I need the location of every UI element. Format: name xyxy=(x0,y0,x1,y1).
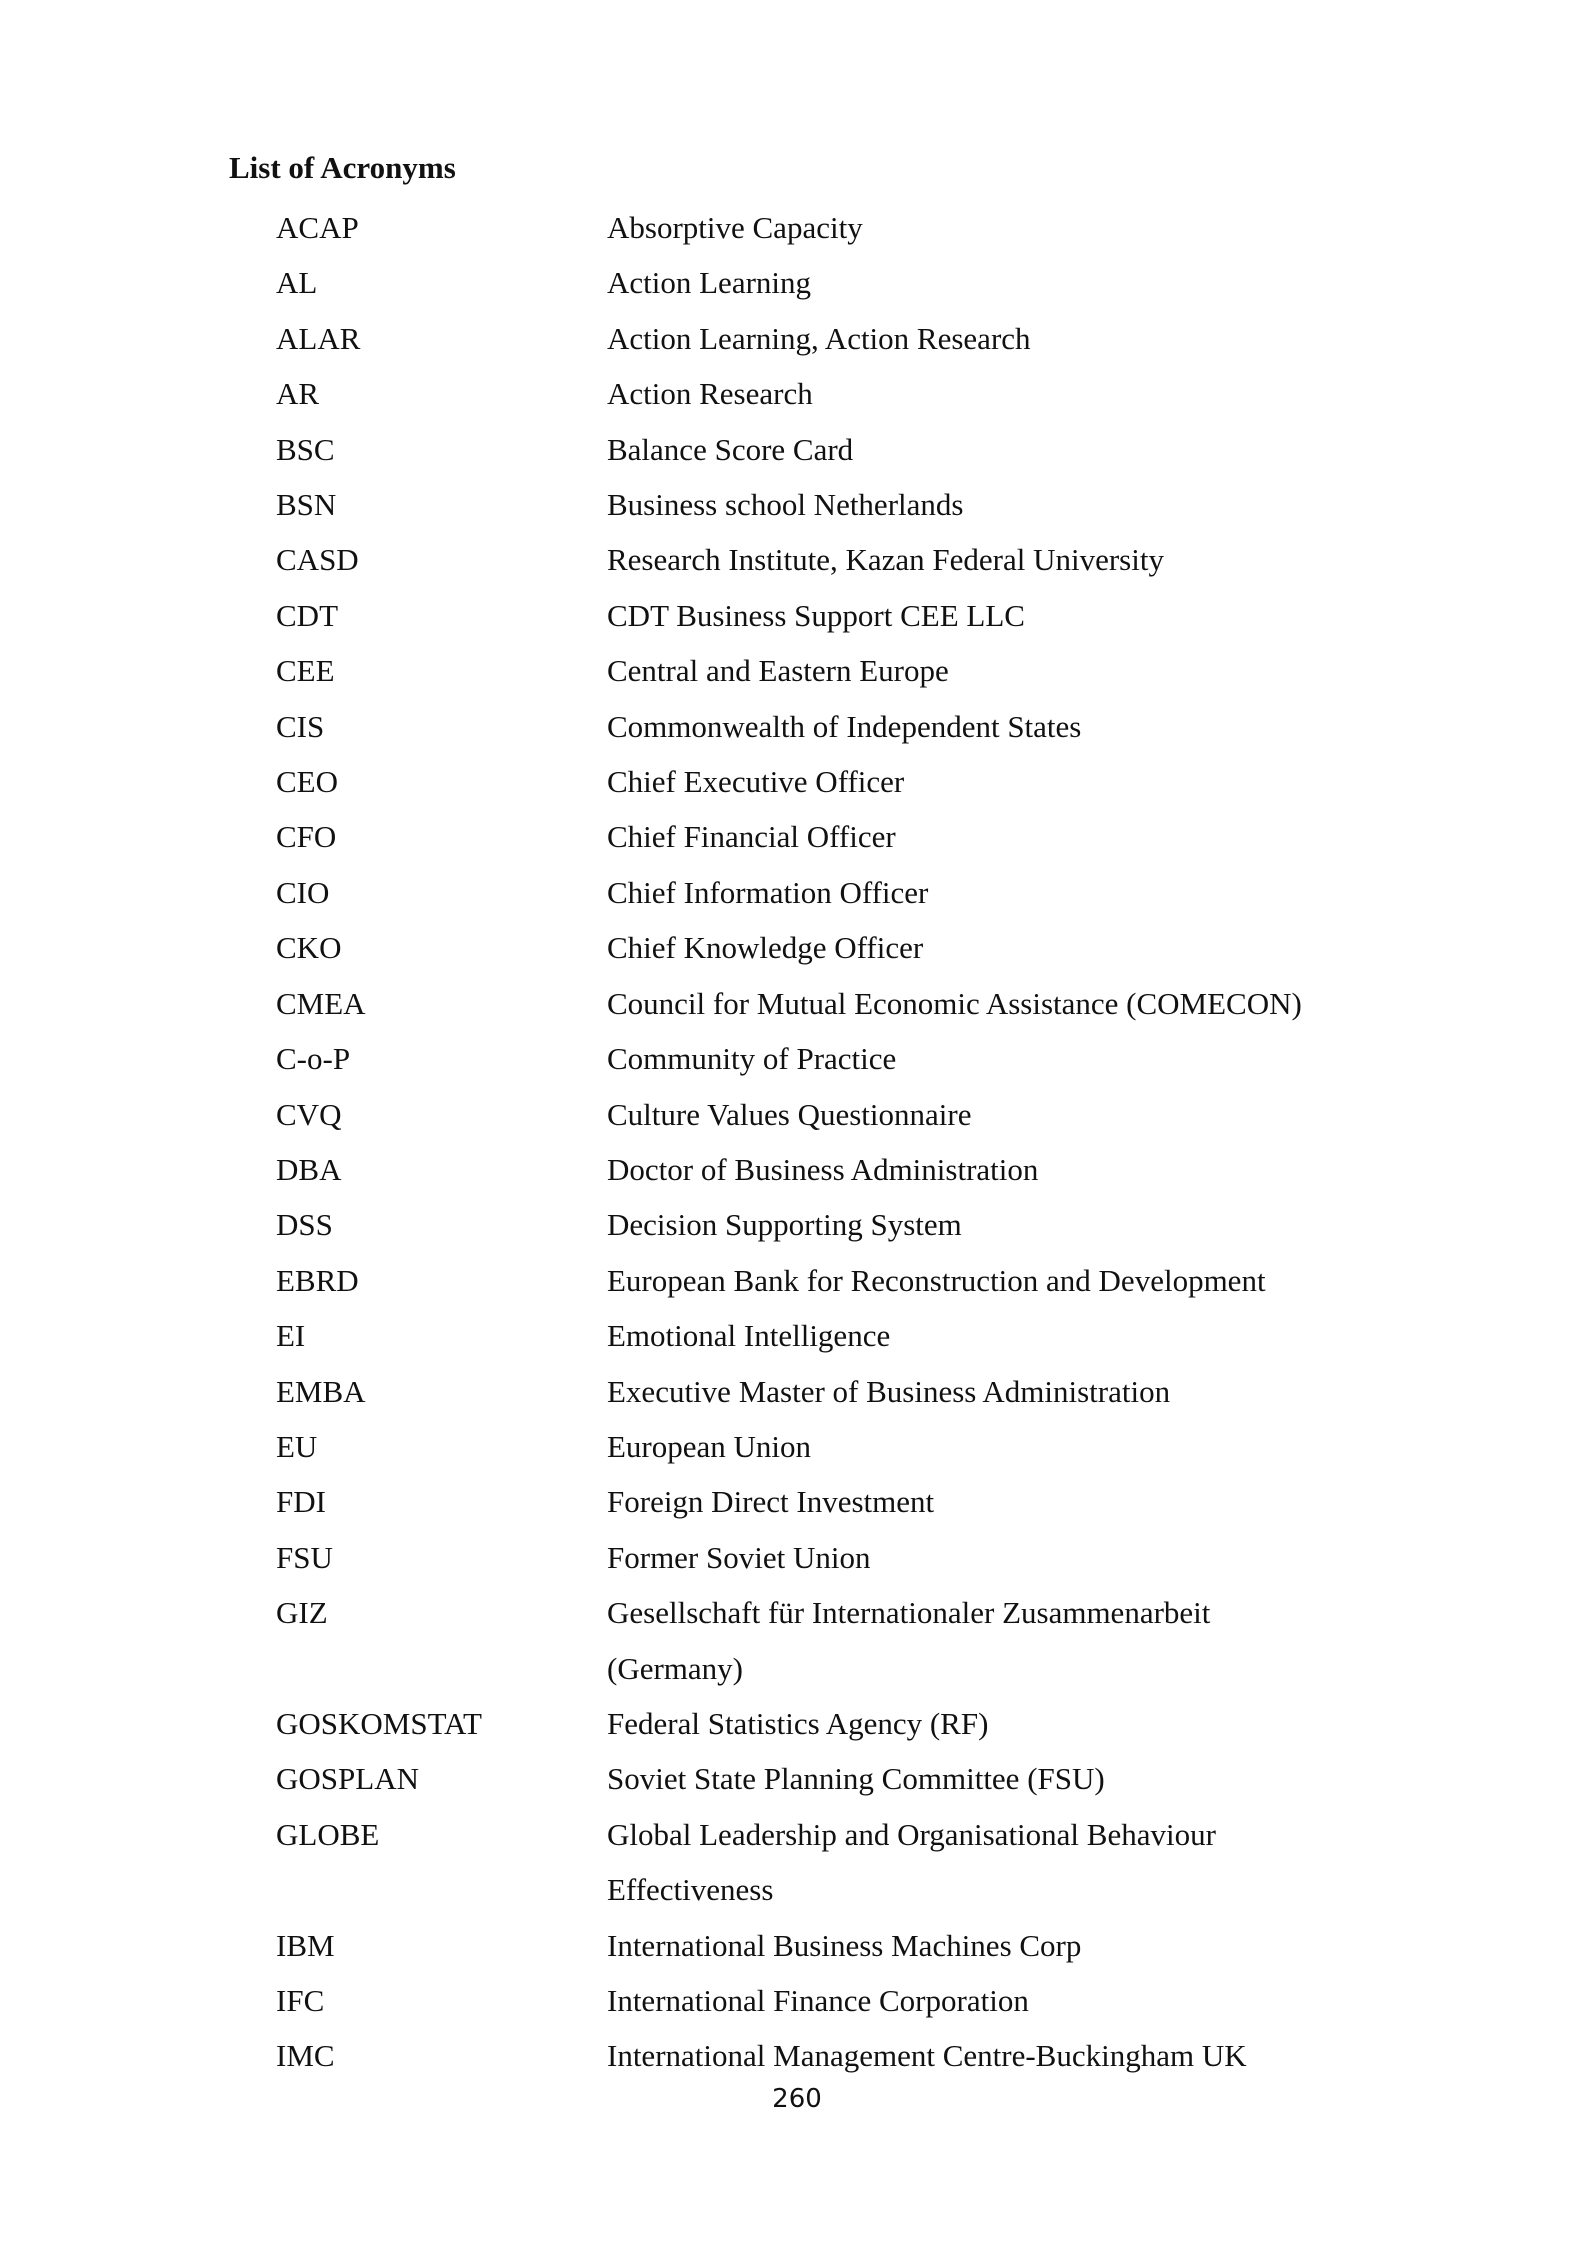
acronym-abbreviation: CDT xyxy=(276,597,338,633)
acronym-definition xyxy=(607,366,1407,421)
acronym-definition-line: Business school Netherlands xyxy=(607,487,964,523)
acronym-abbreviation: BSC xyxy=(276,431,335,467)
acronym-row xyxy=(276,1530,1456,1585)
acronym-definition xyxy=(607,422,1407,477)
acronym-definition xyxy=(607,754,1407,809)
acronym-abbreviation: CVQ xyxy=(276,1096,342,1132)
acronym-definition-line: Doctor of Business Administration xyxy=(607,1151,1039,1187)
acronym-row xyxy=(276,2028,1456,2083)
acronym-abbreviation: FSU xyxy=(276,1539,333,1575)
acronym-definition xyxy=(607,920,1407,975)
acronym-definition-line: International Management Centre-Buckingham UK xyxy=(607,2038,1247,2074)
acronym-abbreviation: BSN xyxy=(276,487,337,523)
acronym-row xyxy=(276,976,1456,1031)
acronym-abbreviation: GLOBE xyxy=(276,1816,380,1852)
acronym-abbreviation: DSS xyxy=(276,1207,333,1243)
acronym-definition xyxy=(607,255,1407,310)
acronym-definition-line: Chief Information Officer xyxy=(607,874,929,910)
acronym-row xyxy=(276,366,1456,421)
acronym-definition-line: CDT Business Support CEE LLC xyxy=(607,597,1025,633)
acronym-definition xyxy=(607,976,1407,1031)
acronym-row xyxy=(276,255,1456,310)
acronym-definition-line: European Bank for Reconstruction and Development xyxy=(607,1262,1266,1298)
acronym-abbreviation: GOSPLAN xyxy=(276,1761,419,1797)
acronym-definition xyxy=(607,865,1407,920)
acronym-row xyxy=(276,1031,1456,1086)
acronym-definition xyxy=(607,1696,1407,1751)
acronym-row xyxy=(276,477,1456,532)
acronym-definition-line: International Business Machines Corp xyxy=(607,1927,1082,1963)
acronym-definition xyxy=(607,1087,1407,1142)
acronym-definition xyxy=(607,1751,1407,1806)
acronym-abbreviation: AR xyxy=(276,376,320,412)
acronym-abbreviation: EMBA xyxy=(276,1373,366,1409)
acronym-row xyxy=(276,1585,1456,1696)
acronym-definition xyxy=(607,1585,1407,1696)
acronym-definition-line: Soviet State Planning Committee (FSU) xyxy=(607,1761,1105,1797)
acronym-abbreviation: ACAP xyxy=(276,210,359,245)
acronym-definition-line: Chief Financial Officer xyxy=(607,819,896,855)
acronym-abbreviation: IFC xyxy=(276,1983,325,2018)
acronym-abbreviation: IBM xyxy=(276,1927,335,1963)
acronym-definition xyxy=(607,1197,1407,1252)
acronym-row xyxy=(276,1807,1456,1918)
acronym-abbreviation: GIZ xyxy=(276,1595,328,1631)
acronym-list xyxy=(276,200,1456,2084)
acronym-definition-line: Decision Supporting System xyxy=(607,1207,962,1243)
acronym-abbreviation: CFO xyxy=(276,819,337,855)
acronym-definition xyxy=(607,477,1407,532)
acronym-row xyxy=(276,588,1456,643)
acronym-definition xyxy=(607,1308,1407,1363)
page-number: 260 xyxy=(772,2084,822,2114)
acronym-row xyxy=(276,920,1456,975)
acronym-definition xyxy=(607,1253,1407,1308)
acronym-definition-line: Absorptive Capacity xyxy=(607,210,863,245)
acronym-row xyxy=(276,1474,1456,1529)
acronym-definition xyxy=(607,1530,1407,1585)
acronym-definition-line: Balance Score Card xyxy=(607,431,854,467)
acronym-abbreviation: GOSKOMSTAT xyxy=(276,1705,482,1741)
acronym-definition xyxy=(607,643,1407,698)
acronym-definition-line: Chief Knowledge Officer xyxy=(607,930,924,966)
acronym-row xyxy=(276,1696,1456,1751)
acronym-definition xyxy=(607,809,1407,864)
acronym-definition xyxy=(607,1364,1407,1419)
acronym-definition-line: Chief Executive Officer xyxy=(607,764,905,800)
acronym-row xyxy=(276,1918,1456,1973)
acronym-row xyxy=(276,1973,1456,2028)
acronym-definition-line: Foreign Direct Investment xyxy=(607,1484,935,1520)
acronym-definition xyxy=(607,1031,1407,1086)
acronym-row xyxy=(276,643,1456,698)
acronym-definition-line: Research Institute, Kazan Federal University xyxy=(607,542,1164,578)
acronym-abbreviation: CKO xyxy=(276,930,342,966)
acronym-row xyxy=(276,1087,1456,1142)
acronym-definition-line: (Germany) xyxy=(607,1650,743,1686)
acronym-abbreviation: AL xyxy=(276,265,318,301)
acronym-abbreviation: CMEA xyxy=(276,985,366,1021)
acronym-row xyxy=(276,1364,1456,1419)
acronym-row xyxy=(276,1308,1456,1363)
acronym-definition-line: Gesellschaft für Internationaler Zusammenarbeit xyxy=(607,1595,1211,1631)
acronym-row xyxy=(276,754,1456,809)
acronym-definition xyxy=(607,2028,1407,2083)
acronym-abbreviation: IMC xyxy=(276,2038,335,2074)
acronym-abbreviation: DBA xyxy=(276,1151,342,1187)
acronym-definition-line: Emotional Intelligence xyxy=(607,1318,891,1354)
acronym-abbreviation: CEO xyxy=(276,764,338,800)
acronym-definition-line: Commonwealth of Independent States xyxy=(607,708,1082,744)
acronym-definition-line: Executive Master of Business Administration xyxy=(607,1373,1171,1409)
acronym-definition xyxy=(607,532,1407,587)
acronym-abbreviation: FDI xyxy=(276,1484,326,1520)
acronym-row xyxy=(276,1419,1456,1474)
acronym-definition-line: Global Leadership and Organisational Behaviour xyxy=(607,1816,1216,1852)
acronym-definition-line: European Union xyxy=(607,1428,812,1464)
acronym-definition xyxy=(607,1142,1407,1197)
acronym-definition-line: Culture Values Questionnaire xyxy=(607,1096,972,1132)
acronym-definition-line: Action Learning xyxy=(607,265,812,301)
acronym-abbreviation: EI xyxy=(276,1318,306,1354)
acronym-definition xyxy=(607,1973,1407,2028)
acronym-definition-line: Central and Eastern Europe xyxy=(607,653,949,689)
acronym-row xyxy=(276,532,1456,587)
acronym-definition-line: Action Learning, Action Research xyxy=(607,320,1031,356)
acronym-abbreviation: EU xyxy=(276,1428,318,1464)
acronym-row xyxy=(276,1142,1456,1197)
acronym-row xyxy=(276,200,1456,255)
acronym-definition-line: Council for Mutual Economic Assistance (COMECON) xyxy=(607,985,1302,1021)
acronym-definition-line: Community of Practice xyxy=(607,1041,897,1077)
acronym-definition xyxy=(607,588,1407,643)
acronym-abbreviation: C-o-P xyxy=(276,1041,351,1077)
acronym-row xyxy=(276,311,1456,366)
acronym-definition-line: Former Soviet Union xyxy=(607,1539,871,1575)
acronym-row xyxy=(276,1197,1456,1252)
acronym-definition-line: International Finance Corporation xyxy=(607,1983,1029,2018)
acronym-definition xyxy=(607,200,1407,255)
acronym-abbreviation: EBRD xyxy=(276,1262,359,1298)
acronym-abbreviation: CASD xyxy=(276,542,359,578)
acronym-row xyxy=(276,865,1456,920)
acronym-row xyxy=(276,699,1456,754)
acronym-row xyxy=(276,1253,1456,1308)
acronym-definition xyxy=(607,1474,1407,1529)
acronym-abbreviation: CEE xyxy=(276,653,335,689)
acronym-definition-line: Federal Statistics Agency (RF) xyxy=(607,1705,989,1741)
acronym-abbreviation: CIO xyxy=(276,874,330,910)
acronym-definition xyxy=(607,1807,1407,1918)
acronym-abbreviation: CIS xyxy=(276,708,325,744)
page-title: List of Acronyms xyxy=(229,150,456,185)
acronym-row xyxy=(276,809,1456,864)
acronym-definition xyxy=(607,311,1407,366)
acronym-definition xyxy=(607,1918,1407,1973)
acronym-definition xyxy=(607,1419,1407,1474)
acronym-abbreviation: ALAR xyxy=(276,320,361,356)
acronym-row xyxy=(276,422,1456,477)
acronym-definition xyxy=(607,699,1407,754)
acronym-definition-line: Effectiveness xyxy=(607,1872,774,1908)
acronym-definition-line: Action Research xyxy=(607,376,813,412)
acronym-row xyxy=(276,1751,1456,1806)
